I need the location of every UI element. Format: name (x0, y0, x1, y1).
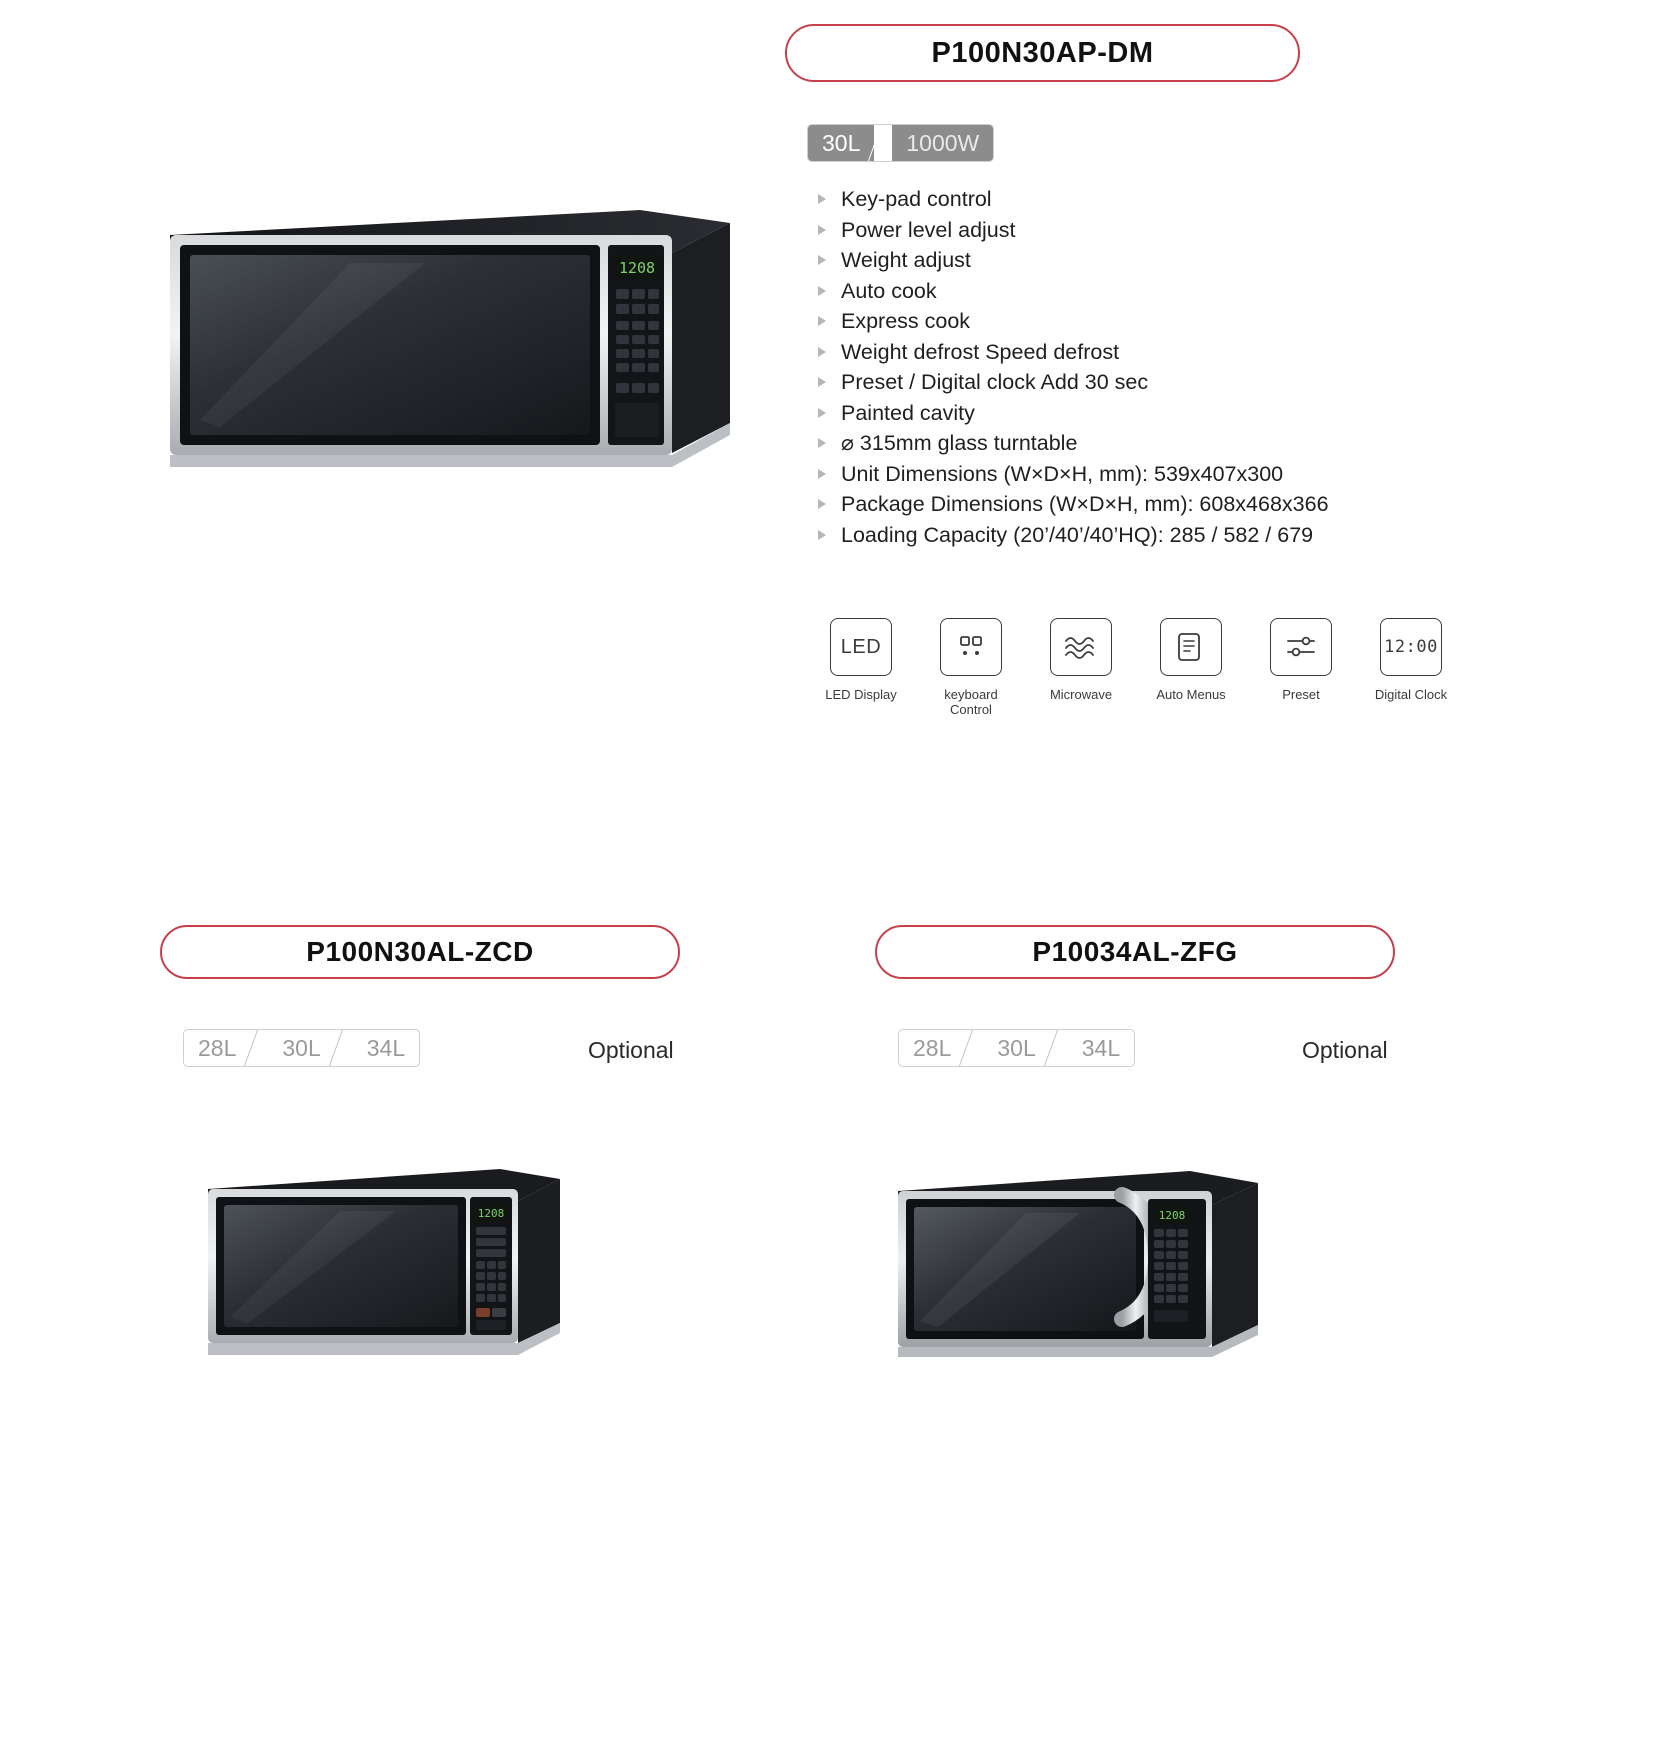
digital-clock-glyph: 12:00 (1384, 637, 1438, 657)
optional-label-2: Optional (588, 1037, 674, 1063)
icon-caption: Auto Menus (1156, 687, 1226, 702)
icon-item-led-display (818, 618, 904, 717)
product-image-3 (890, 1165, 1270, 1375)
feature-label: Express cook (841, 309, 971, 333)
bullet-triangle-icon (818, 469, 826, 479)
capacity-badge-3 (898, 1029, 1135, 1067)
capacity-segment-30l (268, 1030, 334, 1066)
feature-list-1 (818, 184, 1518, 550)
feature-item (818, 276, 1518, 307)
feature-item (818, 245, 1518, 276)
capacity-segment-28l (899, 1030, 965, 1066)
microwave-illustration (160, 205, 740, 495)
product-model-1: P100N30AP-DM (931, 36, 1154, 69)
capacity-segment-1000w (892, 125, 993, 161)
keypad-glyph (955, 631, 987, 663)
feature-item (818, 184, 1518, 215)
feature-label: Weight adjust (841, 248, 971, 272)
segment-divider (874, 125, 892, 161)
icon-caption: keyboard Control (944, 687, 998, 717)
icon-caption: Digital Clock (1374, 687, 1448, 702)
display-value-1: 1208 (618, 259, 656, 277)
product-model-3: P10034AL-ZFG (1032, 936, 1238, 967)
microwave-illustration (200, 1165, 570, 1370)
feature-label: Auto cook (841, 278, 937, 303)
segment-divider (965, 1030, 983, 1066)
icon-item-preset (1258, 618, 1344, 717)
bullet-triangle-icon (818, 438, 826, 448)
capacity-segment-30l (983, 1030, 1049, 1066)
capacity-segment-30l (808, 125, 874, 161)
feature-label: Power level adjust (841, 217, 1016, 242)
bullet-triangle-icon (818, 408, 826, 418)
product-title-pill-1 (785, 24, 1300, 82)
feature-item (818, 428, 1518, 459)
preset-icon (1270, 618, 1332, 676)
optional-label-3: Optional (1302, 1037, 1388, 1063)
feature-label: Weight defrost Speed defrost (841, 339, 1120, 364)
capacity-segment-label: 34L (1081, 1034, 1121, 1061)
feature-item (818, 367, 1518, 398)
feature-icon-strip (818, 618, 1454, 717)
led-display-glyph: LED (840, 635, 882, 658)
display-value-3: 1208 (1158, 1209, 1186, 1222)
bullet-triangle-icon (818, 255, 826, 265)
feature-label: Preset / Digital clock Add 30 sec (841, 370, 1149, 394)
icon-item-digital-clock (1368, 618, 1454, 717)
capacity-segment-34l (1068, 1030, 1134, 1066)
digital-clock-icon (1380, 618, 1442, 676)
microwave-illustration (890, 1165, 1270, 1370)
bullet-triangle-icon (818, 316, 826, 326)
feature-label: Loading Capacity (20’/40’/40’HQ): 285 / 582 / 679 (841, 522, 1314, 547)
icon-item-keyboard-control (928, 618, 1014, 717)
feature-item (818, 398, 1518, 429)
bullet-triangle-icon (818, 225, 826, 235)
bullet-triangle-icon (818, 347, 826, 357)
icon-caption: LED Display (825, 687, 897, 702)
product-model-2: P100N30AL-ZCD (306, 936, 534, 967)
capacity-segment-34l (353, 1030, 419, 1066)
segment-divider (335, 1030, 353, 1066)
bullet-triangle-icon (818, 377, 826, 387)
product-title-pill-3 (875, 925, 1395, 979)
product-image-2 (200, 1165, 570, 1375)
keyboard-control-icon (940, 618, 1002, 676)
microwave-icon (1050, 618, 1112, 676)
capacity-segment-label: 30L (997, 1034, 1036, 1061)
feature-label: Painted cavity (841, 400, 975, 425)
bullet-triangle-icon (818, 499, 826, 509)
icon-item-auto-menus (1148, 618, 1234, 717)
icon-caption: Preset (1282, 687, 1320, 702)
icon-item-microwave (1038, 618, 1124, 717)
capacity-segment-label: 28L (198, 1034, 237, 1061)
feature-item (818, 337, 1518, 368)
menu-list-glyph (1176, 630, 1206, 664)
segment-divider (1050, 1030, 1068, 1066)
feature-label: ⌀ 315mm glass turntable (841, 431, 1078, 455)
feature-item (818, 520, 1518, 551)
capacity-badge-2 (183, 1029, 420, 1067)
capacity-segment-label: 34L (366, 1034, 406, 1061)
wave-glyph (1062, 632, 1100, 662)
display-value-2: 1208 (477, 1207, 505, 1220)
bullet-triangle-icon (818, 530, 826, 540)
feature-label: Package Dimensions (W×D×H, mm): 608x468x366 (841, 492, 1329, 516)
product-image-1 (160, 205, 740, 500)
capacity-segment-label: 30L (822, 129, 861, 156)
capacity-segment-label: 28L (913, 1034, 952, 1061)
capacity-segment-label: 1000W (906, 129, 980, 156)
product-title-pill-2 (160, 925, 680, 979)
auto-menus-icon (1160, 618, 1222, 676)
sliders-glyph (1284, 633, 1318, 661)
segment-divider (250, 1030, 268, 1066)
feature-label: Key-pad control (841, 187, 992, 211)
capacity-badge-1 (807, 124, 994, 162)
capacity-segment-28l (184, 1030, 250, 1066)
feature-item (818, 459, 1518, 490)
capacity-segment-label: 30L (282, 1034, 321, 1061)
led-display-icon (830, 618, 892, 676)
feature-item (818, 215, 1518, 246)
feature-item (818, 489, 1518, 520)
bullet-triangle-icon (818, 286, 826, 296)
icon-caption: Microwave (1049, 687, 1113, 702)
feature-item (818, 306, 1518, 337)
bullet-triangle-icon (818, 194, 826, 204)
feature-label: Unit Dimensions (W×D×H, mm): 539x407x300 (841, 461, 1284, 486)
